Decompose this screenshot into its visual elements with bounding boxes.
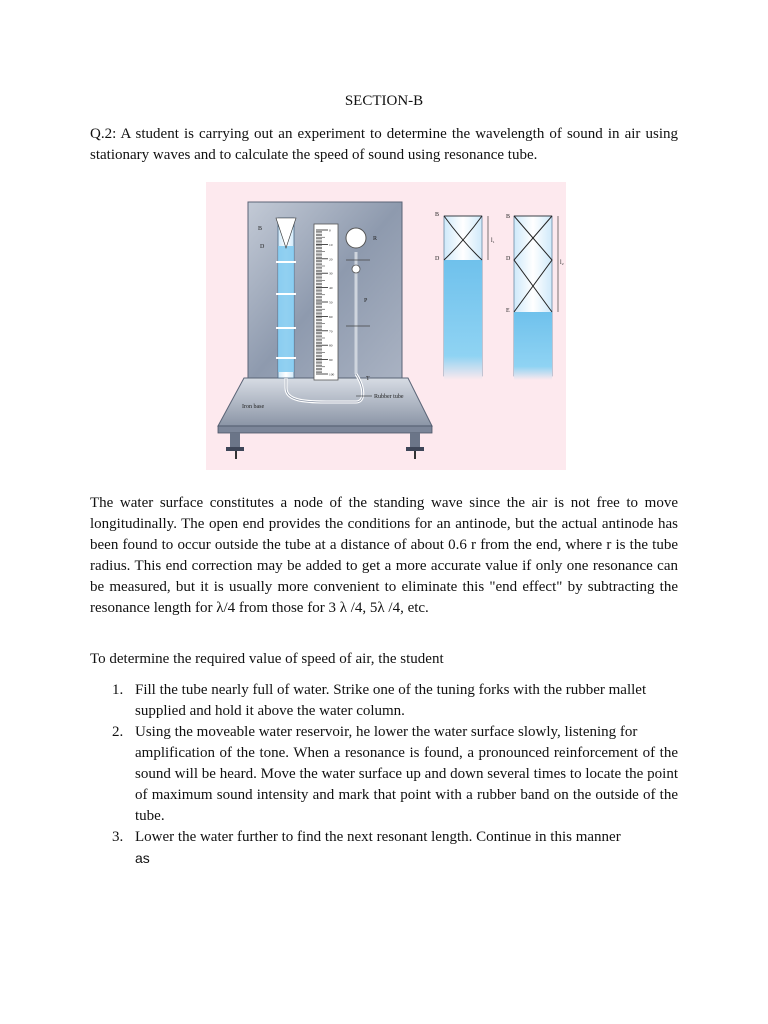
first-resonance-tube [444,216,488,380]
section-title: SECTION-B [344,93,424,109]
step-line: Using the moveable water reservoir, he lower the water surface slowly, listening for [135,724,638,740]
scale-tick-label: 50 [329,300,333,305]
iron-base [218,378,432,459]
label-d-tube2: D [506,256,511,262]
paragraph-procedure-intro: To determine the required value of speed of air, the student [90,651,444,667]
resonance-apparatus-diagram [206,182,566,470]
label-b-apparatus: B [258,226,263,232]
label-d-apparatus: D [260,244,265,250]
label-t-apparatus: T [366,376,370,382]
step-line: as [135,850,150,866]
second-resonance-tube [514,216,558,380]
step-number: 2. [112,724,124,740]
label-b-tube2: B [506,214,511,220]
label-rubber-tube: Rubber tube [374,394,404,400]
label-p-apparatus: P [364,298,368,304]
label-l2: l₂ [560,260,564,266]
label-iron-base: Iron base [242,404,265,410]
paragraph-end-correction: The water surface constitutes a node of the standing wave since the air is not free to move longitudinally. The open end provides the conditions for an antinode, but the actual antinode has been found to occur outside the tube at a distance of about 0.6 r from the end, where r is the tube radius. This end correction may be added to get a more accurate value if only one resonance can be measured, but it is usually more convenient to eliminate this "end effect" by subtracting the resonance length for λ/4 from those for 3 λ /4, 5λ /4, etc. [90,495,678,616]
scale-tick-label: 80 [329,343,333,348]
scale-tick-label: 90 [329,358,333,363]
step-number: 1. [112,682,124,698]
step-number: 3. [112,829,124,845]
scale-tick-label: 40 [329,286,333,291]
scale-tick-label: 0 [329,228,331,233]
question-text: Q.2: A student is carrying out an experiment to determine the wavelength of sound in air using stationary waves and to calculate the speed of sound using resonance tube. [90,126,678,163]
label-e-tube2: E [506,308,510,314]
procedure-step [90,827,678,869]
scale-tick-label: 10 [329,242,333,247]
step-line: amplification of the tone. When a resonance is found, a pronounced reinforcement of the sound will be heard. Move the water surface up and down several times to locate the point of maximum sound intensity and mark that point with a rubber band on the outside of the tube. [135,745,678,824]
step-line: supplied and hold it above the water column. [135,703,405,719]
procedure-step [90,680,678,722]
procedure-steps [90,680,678,869]
scale-tick-label: 30 [329,271,333,276]
scale-tick-label: 100 [329,372,335,377]
step-line: Fill the tube nearly full of water. Strike one of the tuning forks with the rubber mallet [135,682,647,698]
procedure-step [90,722,678,827]
scale-tick-label: 20 [329,257,333,262]
meter-scale [314,224,338,380]
step-line: Lower the water further to find the next resonant length. Continue in this manner [135,829,621,845]
label-b-tube1: B [435,212,440,218]
label-r-apparatus: R [373,236,378,242]
resonance-tube-figure [206,182,566,470]
resonance-tube [276,218,296,378]
scale-tick-label: 60 [329,314,333,319]
label-d-tube1: D [435,256,440,262]
scale-tick-label: 70 [329,329,333,334]
label-l1: l₁ [491,238,495,244]
